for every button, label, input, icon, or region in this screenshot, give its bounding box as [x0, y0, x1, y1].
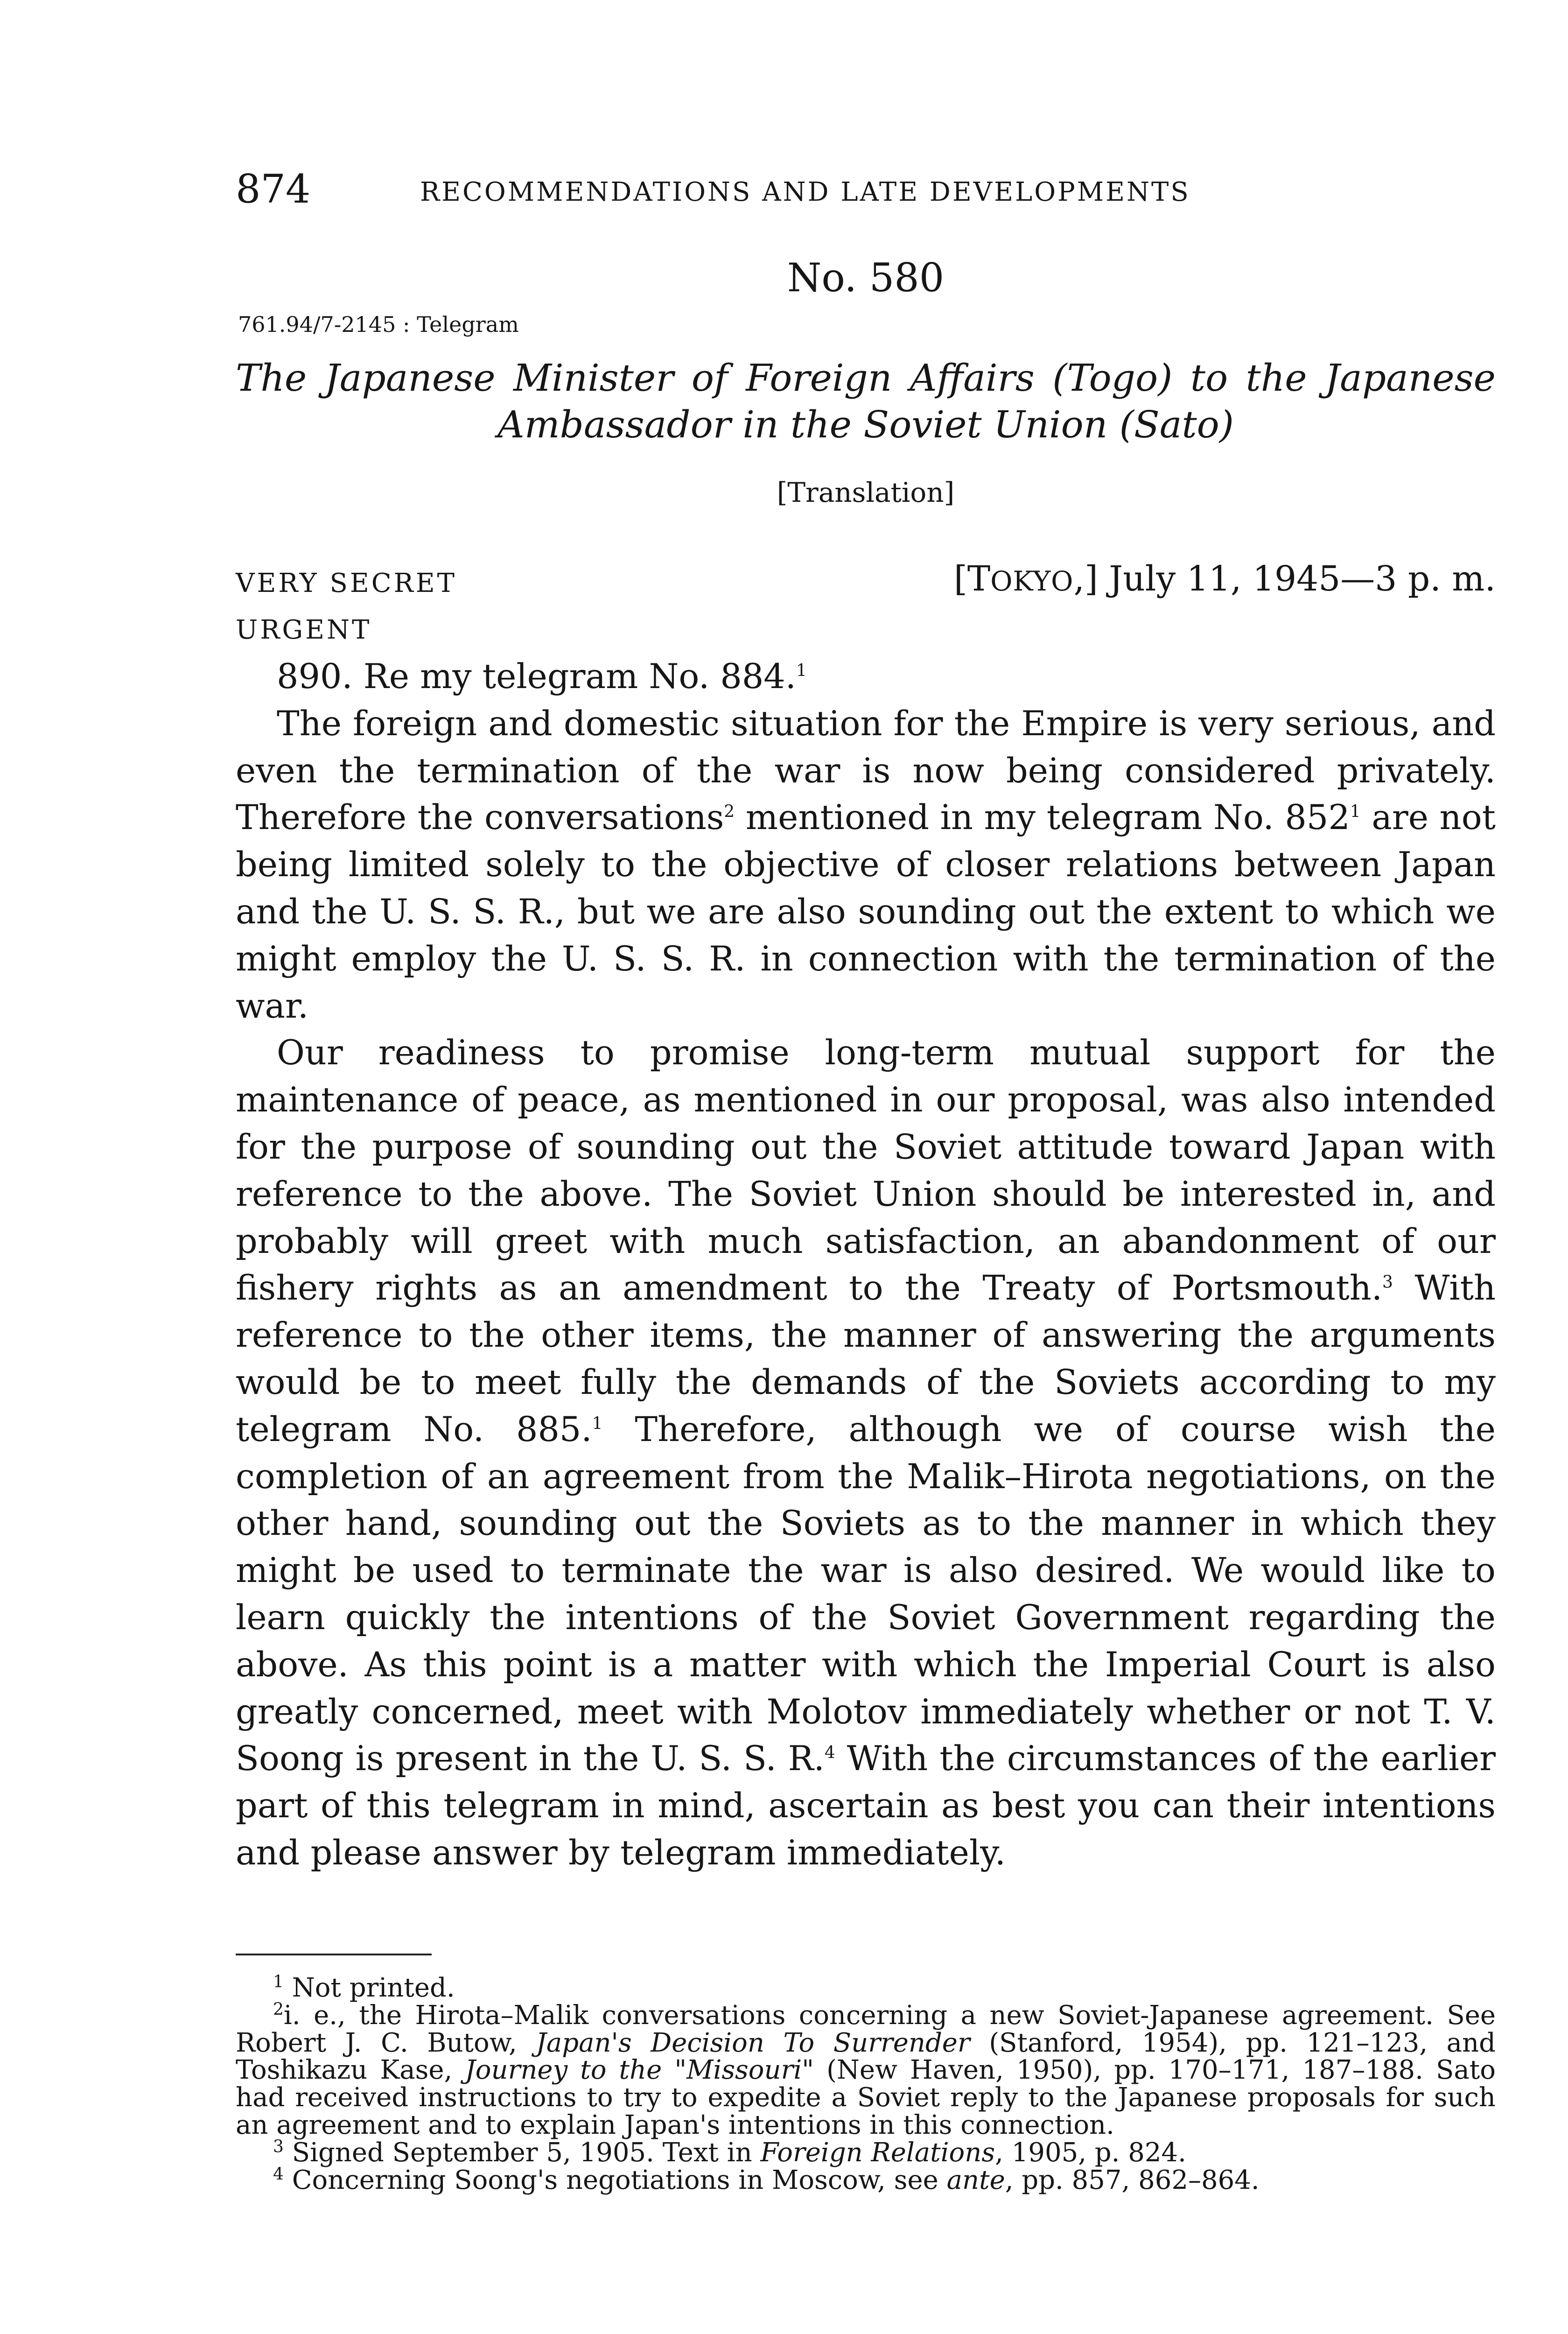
footnote-text: Concerning Soong's negotiations in Moscow, see — [283, 2165, 947, 2195]
document-title — [236, 355, 1496, 448]
paragraph-text: mentioned in my telegram No. 852 — [735, 798, 1350, 838]
dateline-place-rest: OKYO — [990, 565, 1074, 597]
footnote-publication-title: Foreign Relations — [760, 2137, 995, 2168]
dateline-place-initial: T — [967, 559, 991, 599]
footnote-text: (New Haven, 1950), pp. 170–171, 187–188. Sato had received instructions to try to expedite a Soviet reply to the Japanese proposals for such an agreement and to explain Japan's intentions in this connection. — [236, 2055, 1496, 2140]
paragraph-text: Our readiness to promise long-term mutual support for the maintenance of peace, as mentioned in our proposal, was also intended for the purpose of sounding out the Soviet attitude toward Japan with reference to the above. The Soviet Union should be interested in, and probably will greet with much satisfaction, an abandonment of our fishery rights as an amendment to the Treaty of Portsmouth. — [236, 1033, 1496, 1308]
footnote-number: 1 — [273, 1972, 284, 1992]
paragraph-1 — [236, 654, 1496, 701]
footnote-number: 3 — [273, 2137, 284, 2157]
paragraph-text: With the circumstances of the earlier part of this telegram in mind, ascertain as best you can their intentions and please answer by telegram immediately. — [236, 1739, 1496, 1873]
paragraph-3 — [236, 1030, 1496, 1877]
footnote-citation-term: ante — [946, 2165, 1005, 2195]
telegram-body — [236, 654, 1496, 1877]
file-reference: 761.94/7-2145 : Telegram — [238, 312, 519, 337]
footnote-text: Signed September 5, 1905. Text in — [283, 2137, 761, 2168]
running-head: RECOMMENDATIONS AND LATE DEVELOPMENTS — [420, 177, 1190, 207]
dateline-close: ,] — [1073, 559, 1098, 599]
footnote-text: , pp. 857, 862–864. — [1005, 2165, 1260, 2195]
dateline-date: July 11, 1945—3 p. m. — [1098, 559, 1496, 599]
classification-label: VERY SECRET — [236, 568, 457, 598]
footnote-divider — [236, 1954, 432, 1955]
footnote-4 — [236, 2164, 1496, 2195]
footnote-reference: 1 — [796, 661, 807, 681]
footnote-3 — [236, 2139, 1496, 2167]
footnote-number: 4 — [273, 2164, 284, 2184]
dateline-open-bracket: [ — [953, 559, 967, 599]
paragraph-text: 890. Re my telegram No. 884. — [277, 657, 796, 696]
footnote-2 — [236, 2002, 1496, 2139]
footnote-reference: 1 — [592, 1414, 603, 1434]
footnote-text: i. e., the Hirota–Malik conversations concerning a new Soviet-Japanese agreement. See Robert J. C. Butow, — [236, 2000, 1496, 2058]
dateline — [954, 555, 1496, 605]
footnote-reference: 1 — [1350, 802, 1361, 822]
urgency-label: URGENT — [236, 615, 372, 645]
footnote-reference: 3 — [1382, 1273, 1393, 1293]
footnote-text: , 1905, p. 824. — [995, 2137, 1186, 2168]
paragraph-text: With reference to the other items, the manner of answering the arguments would be to meet fully the demands of the Soviets according to my telegram No. 885. — [236, 1268, 1496, 1449]
paragraph-text: The foreign and domestic situation for the Empire is very serious, and even the termination of the war is now being considered privately. Therefore the conversations — [236, 703, 1496, 838]
footnotes — [236, 1972, 1496, 2195]
title-line-2: Ambassador in the Soviet Union (Sato) — [497, 403, 1234, 446]
paragraph-2 — [236, 701, 1496, 1030]
footnote-text: Not printed. — [283, 1973, 455, 2003]
footnote-reference: 2 — [724, 802, 735, 822]
title-line-1: The Japanese Minister of Foreign Affairs (Togo) to the Japanese — [236, 356, 1496, 400]
document-number: No. 580 — [787, 255, 945, 301]
paragraph-text: Therefore, although we of course wish the completion of an agreement from the Malik–Hirota negotiations, on the other hand, sounding out the Soviets as to the manner in which they might be used to terminate the war is also desired. We would like to learn quickly the intentions of the Soviet Government regarding the above. As this point is a matter with which the Imperial Court is also greatly concerned, meet with Molotov immediately whether or not T. V. Soong is present in the U. S. S. R. — [236, 1409, 1496, 1779]
page-number: 874 — [236, 166, 311, 212]
footnote-reference: 4 — [824, 1743, 835, 1763]
footnote-text: (Stanford, 1954), pp. 121–123, and Toshikazu Kase, — [236, 2027, 1496, 2086]
footnote-book-title: Japan's Decision To Surrender — [536, 2027, 970, 2058]
translation-note: [Translation] — [777, 477, 955, 508]
footnote-number: 2 — [273, 2000, 284, 2019]
paragraph-text: are not being limited solely to the objective of closer relations between Japan and the U. S. S. R., but we are also sounding out the extent to which we might employ the U. S. S. R. in connection with the termination of the war. — [236, 798, 1496, 1026]
footnote-1 — [236, 1972, 1496, 2003]
footnote-book-title: Journey to the "Missouri" — [465, 2055, 814, 2086]
page-header — [236, 166, 1496, 222]
